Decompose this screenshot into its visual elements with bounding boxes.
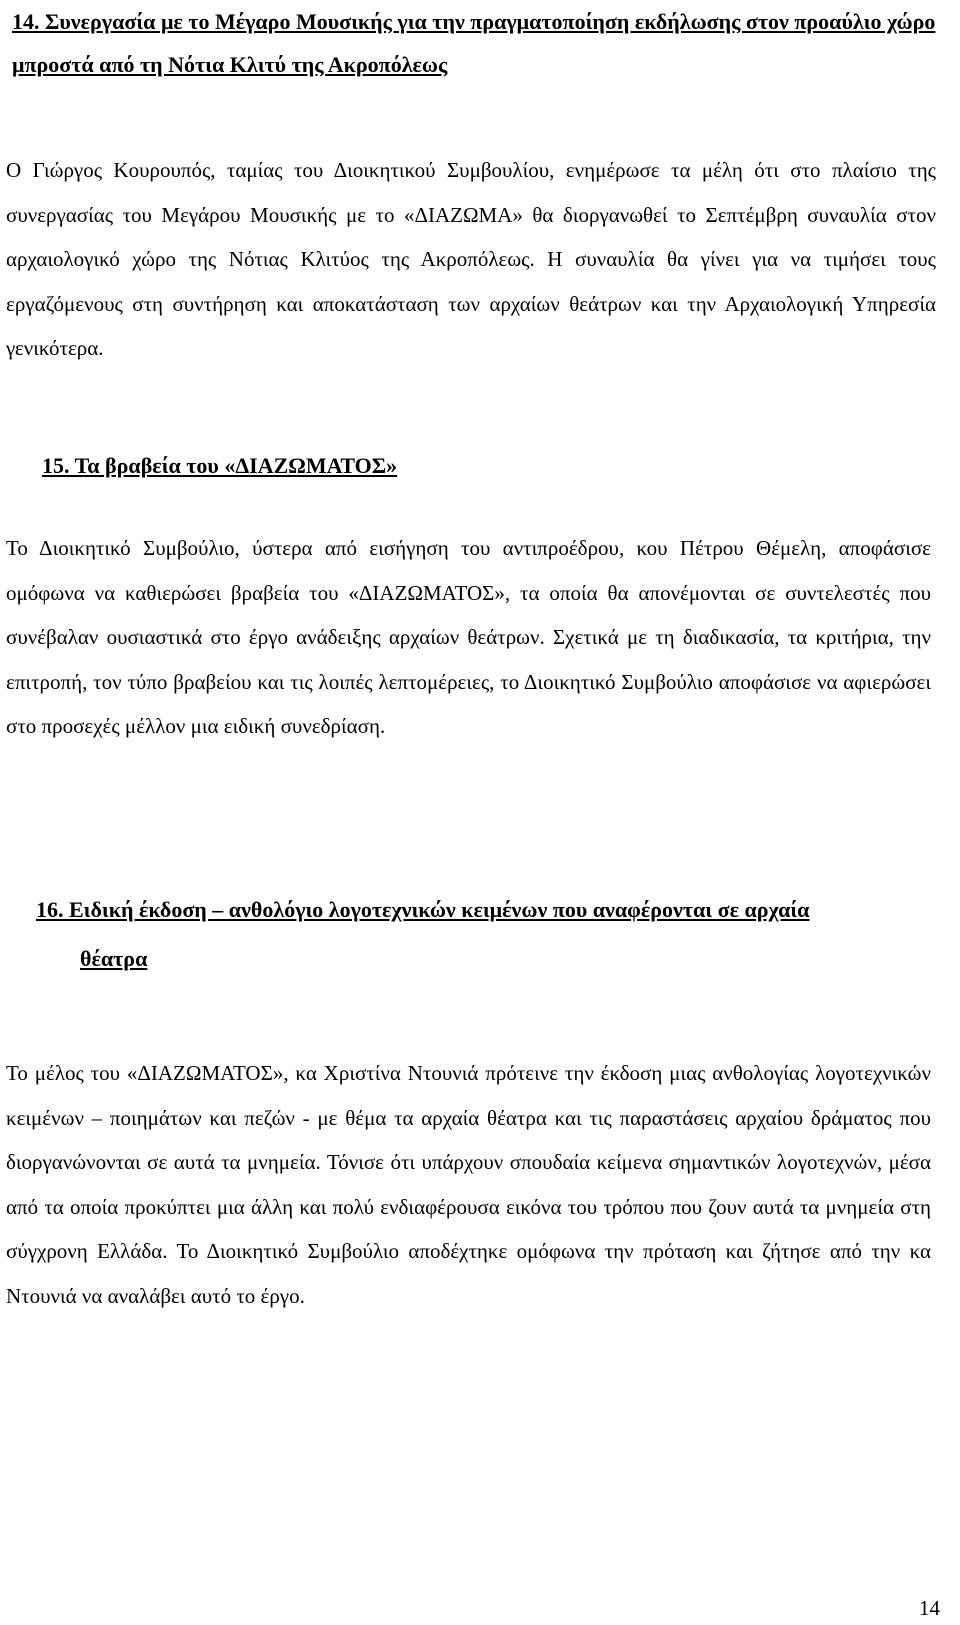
section-15-heading: 15. Τα βραβεία του «ΔΙΑΖΩΜΑΤΟΣ» bbox=[42, 453, 398, 478]
section-14-body: Ο Γιώργος Κουρουπός, ταμίας του Διοικητικού Συμβουλίου, ενημέρωσε τα μέλη ότι στο πλαίσιο της συνεργασίας του Μεγάρου Μουσικής με το «ΔΙΑΖΩΜΑ» θα διοργανωθεί το Σεπτέμβρη συναυλία στον αρχαιολογικό χώρο της Νότιας Κλιτύος της Ακροπόλεως. Η συναυλία θα γίνει για να τιμήσει τους εργαζόμενους στη συντήρηση και αποκατάσταση των αρχαίων θεάτρων και την Αρχαιολογική Υπηρεσία γενικότερα. bbox=[6, 158, 936, 360]
section-16-body: Το μέλος του «ΔΙΑΖΩΜΑΤΟΣ», κα Χριστίνα Ντουνιά πρότεινε την έκδοση μιας ανθολογίας λογοτεχνικών κειμένων – ποιημάτων και πεζών - με θέμα τα αρχαία θέατρα και τις παραστάσεις αρχαίου δράματος που διοργανώνονται σε αυτά τα μνημεία. Τόνισε ότι υπάρχουν σπουδαία κείμενα σημαντικών λογοτεχνών, μέσα από τα οποία προκύπτει μια άλλη και πολύ ενδιαφέρουσα εικόνα του τρόπου που ζουν αυτά τα μνημεία στη σύγχρονη Ελλάδα. Το Διοικητικό Συμβούλιο αποδέχτηκε ομόφωνα την πρόταση και ζήτησε από την κα Ντουνιά να αναλάβει αυτό το έργο. bbox=[6, 1061, 931, 1308]
section-16-heading-continued: θέατρα bbox=[80, 946, 148, 971]
section-15-body: Το Διοικητικό Συμβούλιο, ύστερα από εισήγηση του αντιπροέδρου, κου Πέτρου Θέμελη, αποφάσισε ομόφωνα να καθιερώσει βραβεία του «ΔΙΑΖΩΜΑΤΟΣ», τα οποία θα απονέμονται σε συντελεστές που συνέβαλαν ουσιαστικά στο έργο ανάδειξης αρχαίων θεάτρων. Σχετικά με τη διαδικασία, τα κριτήρια, την επιτροπή, τον τύπο βραβείου και τις λοιπές λεπτομέρειες, το Διοικητικό Συμβούλιο αποφάσισε να αφιερώσει στο προσεχές μέλλον μια ειδική συνεδρίαση. bbox=[6, 536, 931, 738]
section-16-heading: 16. Ειδική έκδοση – ανθολόγιο λογοτεχνικών κειμένων που αναφέρονται σε αρχαία bbox=[36, 897, 810, 922]
section-14-heading: 14. Συνεργασία με το Μέγαρο Μουσικής για την πραγματοποίηση εκδήλωσης στον προαύλιο χώρο μπροστά από τη Νότια Κλιτύ της Ακροπόλεως bbox=[12, 9, 936, 77]
page-number: 14 bbox=[919, 1596, 940, 1620]
